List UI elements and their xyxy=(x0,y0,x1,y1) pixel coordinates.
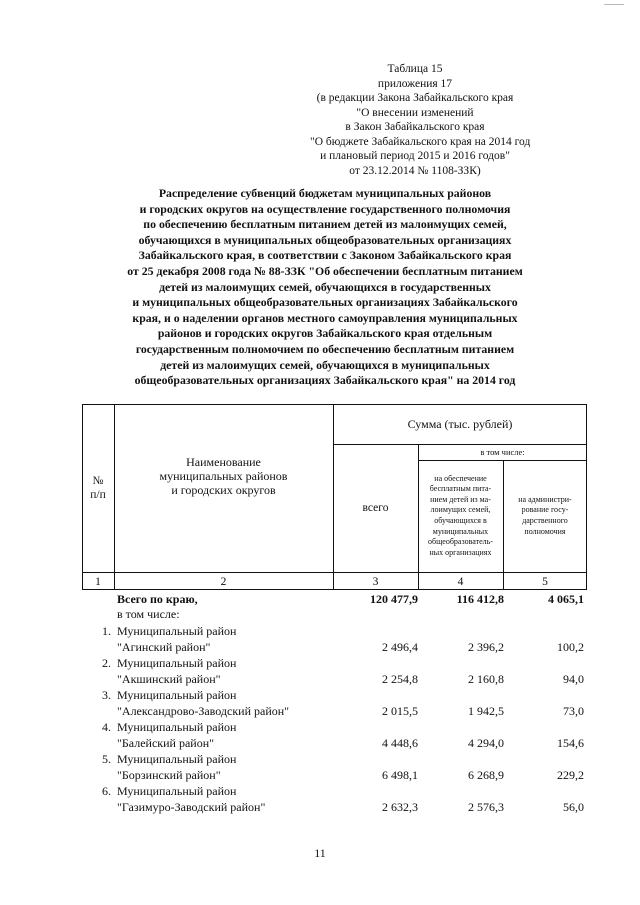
header-text: бесплатным пита- xyxy=(429,484,492,494)
row-number: 2. xyxy=(102,656,111,670)
row-value-all: 2 254,8 xyxy=(382,672,418,686)
header-text: нием детей из ма- xyxy=(430,494,491,504)
title-line: и муниципальных общеобразовательных организациях Забайкальского xyxy=(132,295,518,310)
row-number: 6. xyxy=(102,784,111,798)
header-text: на обеспечение xyxy=(434,473,487,483)
title-line: Забайкальского края, в соответствии с Законом Забайкальского края xyxy=(138,248,512,263)
header-line: "О внесении изменений xyxy=(356,106,474,119)
header-line: "О бюджете Забайкальского края на 2014 год xyxy=(310,135,531,148)
column-number: 3 xyxy=(372,575,379,588)
header-text: муниципальных xyxy=(432,526,489,536)
table-row-total xyxy=(84,592,588,608)
title-line: общеобразовательных организациях Забайкальского края" на 2014 год xyxy=(134,373,516,388)
row-value-admin: 56,0 xyxy=(563,800,584,814)
table-row xyxy=(84,752,588,784)
table-row xyxy=(84,624,588,656)
header-text: общеобразователь- xyxy=(428,537,493,547)
row-value-food: 4 294,0 xyxy=(468,736,504,750)
header-text: № xyxy=(92,475,104,487)
title-line: обучающихся в муниципальных общеобразовательных организациях xyxy=(138,232,512,247)
row-name-line2: "Александрово-Заводский район" xyxy=(117,704,290,718)
total-value-all: 120 477,9 xyxy=(370,592,418,606)
total-value-admin: 4 065,1 xyxy=(548,592,584,606)
row-number: 5. xyxy=(102,752,111,766)
title-line: по обеспечению бесплатным питанием детей из малоимущих семей, xyxy=(143,217,507,232)
header-line: и плановый период 2015 и 2016 годов" xyxy=(320,150,510,162)
row-value-all: 4 448,6 xyxy=(382,736,418,750)
row-number: 3. xyxy=(102,688,111,702)
header-text: на администри- xyxy=(518,494,572,504)
title-line: от 25 декабря 2008 года № 88-ЗЗК "Об обеспечении бесплатным питанием xyxy=(127,263,523,278)
column-number: 4 xyxy=(457,575,464,588)
row-number: 4. xyxy=(102,720,111,734)
including-label: в том числе: xyxy=(117,607,180,621)
row-value-all: 2 496,4 xyxy=(382,640,418,654)
row-name-line1: Муниципальный район xyxy=(117,656,237,670)
total-value-food: 116 412,8 xyxy=(456,592,504,606)
row-value-food: 2 160,8 xyxy=(468,672,504,686)
table-row-subheading xyxy=(84,607,588,623)
header-cell-sum: Сумма (тыс. рублей) xyxy=(407,416,513,431)
row-name-line1: Муниципальный район xyxy=(117,784,237,798)
table-row xyxy=(84,656,588,688)
header-cell-including: в том числе: xyxy=(480,447,525,457)
row-name-line2: "Борзинский район" xyxy=(117,768,221,782)
row-value-food: 2 396,2 xyxy=(468,640,504,654)
header-cell-food xyxy=(418,460,503,572)
row-value-admin: 100,2 xyxy=(557,640,584,654)
header-cell-name xyxy=(114,404,333,572)
row-value-food: 6 268,9 xyxy=(468,768,504,782)
header-line: в Закон Забайкальского края xyxy=(345,121,485,133)
row-name-line2: "Балейский район" xyxy=(117,736,215,750)
header-text: лоимущих семей, xyxy=(430,505,491,515)
header-text: Наименование xyxy=(186,455,261,469)
column-number: 5 xyxy=(542,575,548,588)
row-value-admin: 229,2 xyxy=(557,768,584,782)
header-text: п/п xyxy=(90,489,106,501)
row-name-line1: Муниципальный район xyxy=(117,624,237,638)
header-text: рование госу- xyxy=(521,505,569,515)
row-name-line2: "Акшинский район" xyxy=(117,672,221,686)
column-number: 1 xyxy=(95,575,101,588)
header-line: (в редакции Закона Забайкальского края xyxy=(316,92,514,104)
row-value-admin: 73,0 xyxy=(563,704,584,718)
row-value-all: 2 015,5 xyxy=(382,704,418,718)
header-text: и городских округов xyxy=(171,483,276,497)
title-line: края, и о наделении органов местного самоуправления муниципальных xyxy=(132,310,518,325)
row-value-food: 2 576,3 xyxy=(468,800,504,814)
row-value-food: 1 942,5 xyxy=(468,704,504,718)
total-label: Всего по краю, xyxy=(117,592,198,606)
row-value-admin: 154,6 xyxy=(557,736,584,750)
row-value-all: 6 498,1 xyxy=(382,768,418,782)
document-title xyxy=(80,186,570,389)
row-value-all: 2 632,3 xyxy=(382,800,418,814)
row-name-line1: Муниципальный район xyxy=(117,688,237,702)
row-number: 1. xyxy=(102,624,111,638)
row-value-admin: 94,0 xyxy=(563,672,584,686)
header-text: ных организациях xyxy=(429,547,492,557)
header-text: полномочия xyxy=(524,526,566,536)
table-header xyxy=(82,404,587,590)
table-row xyxy=(84,784,588,816)
page-number: 11 xyxy=(314,846,326,860)
header-cell-total: всего xyxy=(362,502,389,514)
header-cell-number xyxy=(82,404,114,572)
header-cell-administration xyxy=(503,460,587,572)
header-line: Таблица 15 xyxy=(387,63,443,75)
row-name-line1: Муниципальный район xyxy=(117,720,237,734)
title-line: и городских округов на осуществление государственного полномочия xyxy=(139,201,511,216)
title-line: государственным полномочием по обеспечению бесплатным питанием xyxy=(135,341,515,356)
table-row xyxy=(84,720,588,752)
title-line: районов и городских округов Забайкальского края отдельным xyxy=(157,326,493,341)
header-text: муниципальных районов xyxy=(159,469,288,483)
title-line: Распределение субвенций бюджетам муниципальных районов xyxy=(158,186,492,200)
header-text: дарственного xyxy=(522,516,568,525)
header-line: приложения 17 xyxy=(377,77,453,90)
row-name-line2: "Агинский район" xyxy=(117,640,211,654)
row-name-line2: "Газимуро-Заводский район" xyxy=(117,800,266,814)
header-text: обучающихся в xyxy=(434,516,487,525)
column-number: 2 xyxy=(220,575,227,588)
appendix-header xyxy=(310,62,531,178)
title-line: детей из малоимущих семей, обучающихся в муниципальных xyxy=(160,357,490,372)
header-line: от 23.12.2014 № 1108-ЗЗК) xyxy=(349,164,481,177)
table-row xyxy=(84,688,588,720)
scan-mark xyxy=(604,4,624,5)
title-line: детей из малоимущих семей, обучающихся в государственных xyxy=(159,279,491,294)
row-name-line1: Муниципальный район xyxy=(117,752,237,766)
